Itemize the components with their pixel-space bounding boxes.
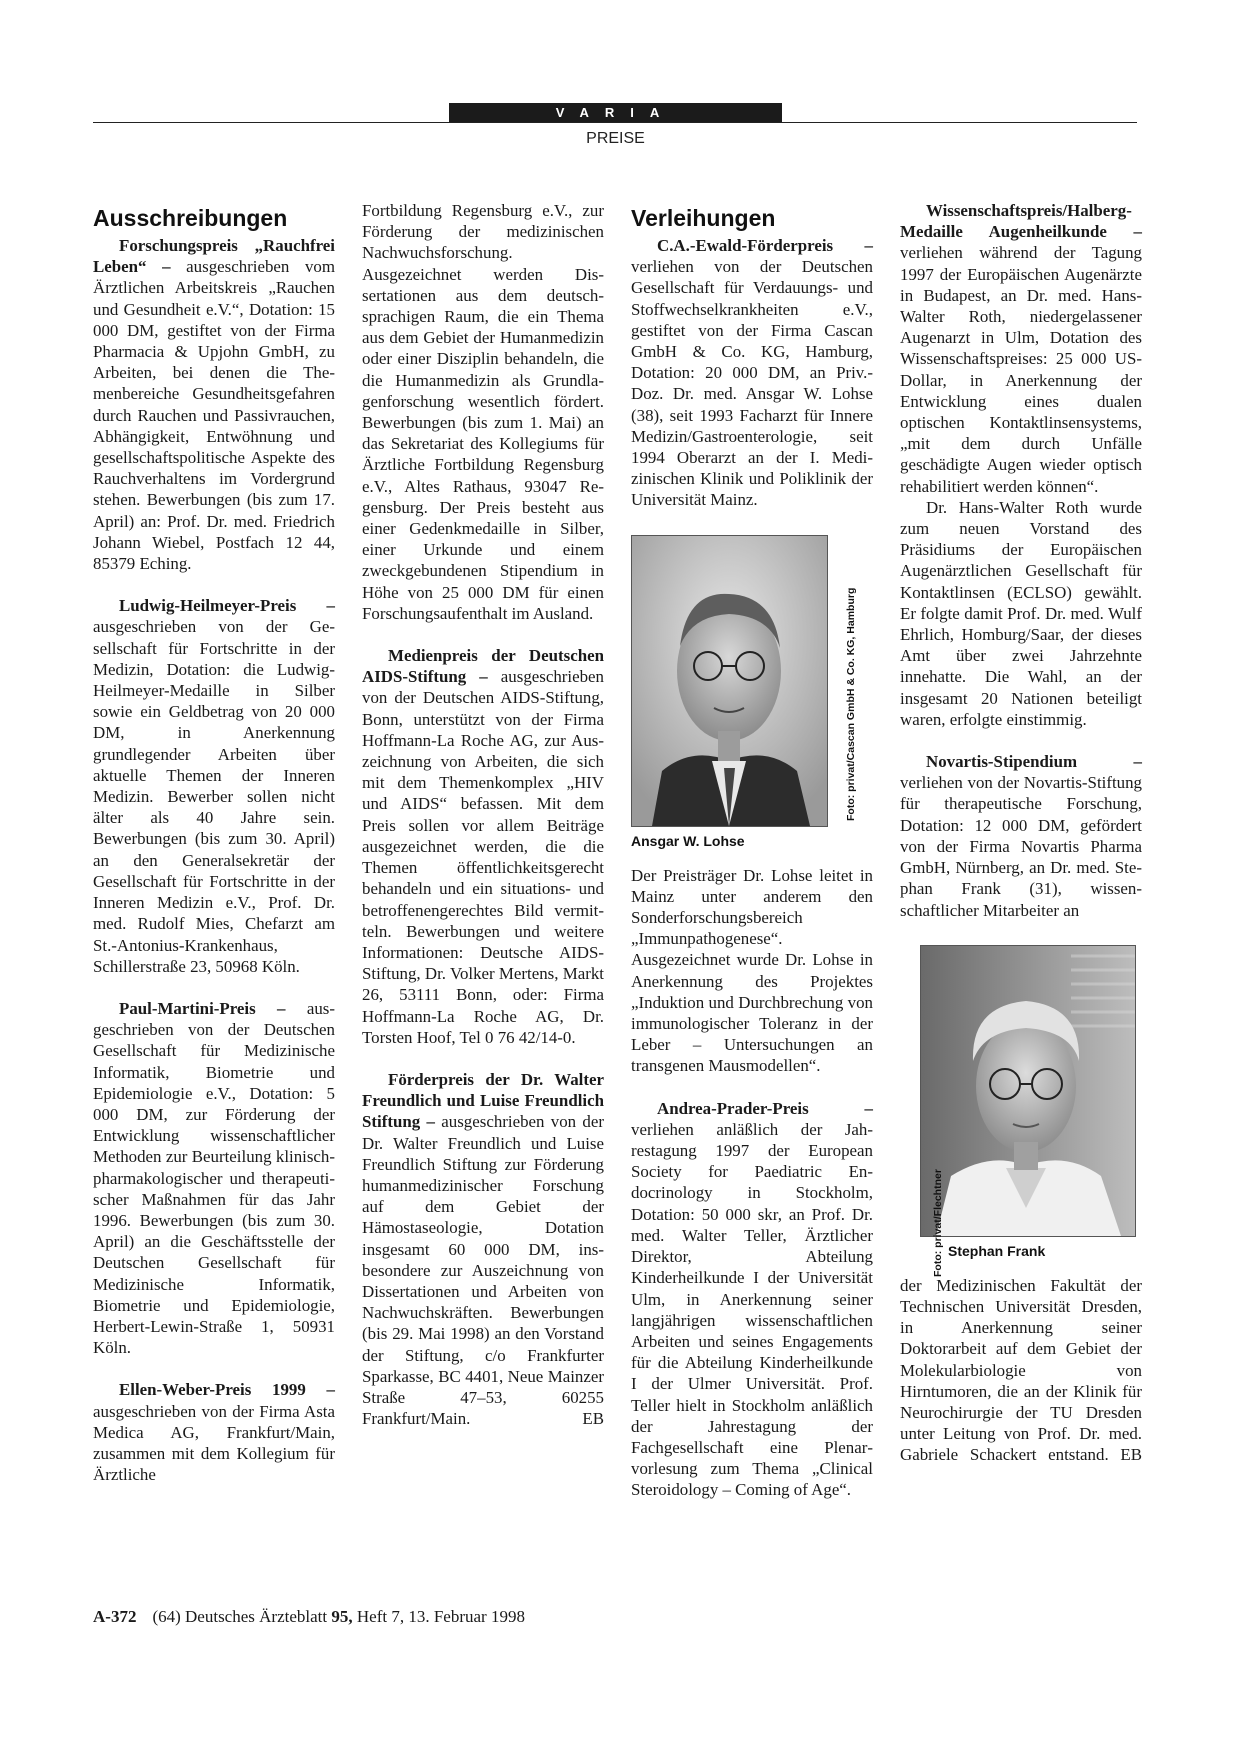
author-sign: EB: [1120, 1445, 1142, 1465]
article-head: Ludwig-Heilmeyer-Preis –: [119, 596, 335, 616]
photo-caption: Ansgar W. Lohse: [631, 832, 745, 849]
article-paul-martini: [93, 998, 335, 1358]
article-text: ausgeschrieben von der Deutschen Gesellschaft für Medizinische Informatik, Biometrie und Epidemiologie e.V., Dotation: 5 000 DM, zur Förderung der Entwicklung wissenschaftlicher Methoden zur Beurteilung klinisch-pharmakologischer und therapeutischer Maßnahmen für das Jahr 1996. Bewerbungen (bis zum 30. April) an die Geschäftsstelle der Deutschen Gesellschaft für Medizinische Informatik, Biometrie und Epidemiologie, Herbert-Lewin-Straße 1, 50931 Köln.: [93, 998, 335, 1358]
article-text: ausgeschrieben von der Firma Asta Medica AG, Frankfurt/Main, zusammen mit dem Kollegium für Ärztliche: [93, 1401, 335, 1485]
article-prader: [631, 1098, 873, 1501]
photo-lohse: [631, 535, 873, 851]
article-head: C.A.-Ewald-Förderpreis –: [657, 236, 873, 255]
photo-credit: Foto: privat/Flechtner: [932, 1168, 944, 1277]
column-1: [93, 200, 335, 1485]
photo-caption: Stephan Frank: [948, 1242, 1046, 1259]
subsection-label: PREISE: [586, 130, 645, 147]
page-footer: [93, 1606, 525, 1628]
header-rule: [93, 122, 1137, 123]
article-heilmeyer: [93, 595, 335, 977]
article-text: ausgeschrieben von der Deutschen AIDS-Stiftung, Bonn, unterstützt von der Firma Hoffmann-La Roche AG, zur Auszeichnung von Arbeiten, die sich mit dem Themenkomplex „HIV und AIDS“ befassen. Mit dem Preis sollen vor allem Beiträge ausgezeichnet werden, die die Themen öffentlichkeitsgerecht behandeln und ein situations- und betroffenengerechtes Bild vermitteln. Bewerbungen und weitere Informationen: Deutsche AIDS-Stiftung, Dr. Volker Mertens, Markt 26, 53111 Bonn, oder: Firma Hoffmann-La Roche AG, Dr. Torsten Hoof, Tel 0 76 42/14-0.: [362, 667, 604, 1047]
article-ellen-weber: [93, 1379, 335, 1485]
article-head: Förderpreis der Dr. Walter Freundlich und Luise Freundlich Stiftung –: [362, 1069, 604, 1132]
photo-credit: Foto: privat/Cascan GmbH & Co. KG, Hamburg: [845, 587, 857, 821]
article-text: der Medizinischen Fakultät der Technischen Universität Dresden, in Anerkennung seiner Doktorarbeit auf dem Gebiet der Molekularbiologie von Hirntumoren, die an der Klinik für Neurochirurgie der TU Dresden unter Leitung von Prof. Dr. med. Gabriele Schackert entstand.: [900, 1275, 1142, 1465]
article-text: Fortbildung Regensburg e.V., zur Förderung der medizinischen Nachwuchsforschung. Ausgezeichnet werden Dissertationen aus dem deutschsprachigen Raum, die ein Thema aus dem Gebiet der Humanmedizin oder einer Disziplin behandeln, die die Humanmedizin als Grundlagenforschung wesentlich fördert. Bewerbungen (bis zum 1. Mai) an das Sekretariat des Kollegiums für Ärztliche Fortbildung Regensburg e.V., Altes Rathaus, 93047 Regensburg. Der Preis besteht aus einer Gedenkmedaille in Silber, einer Urkunde und einem zweckgebundenen Stipendium in Höhe von 25 000 DM für einen Forschungsaufenthalt im Ausland.: [362, 201, 604, 623]
column-2: [362, 200, 604, 1429]
article-head: Andrea-Prader-Preis –: [657, 1098, 873, 1118]
photo-frank: [900, 945, 1142, 1277]
article-head: Paul-Martini-Preis –: [119, 998, 286, 1018]
article-freundlich: [362, 1069, 604, 1429]
article-text: Dr. Hans-Walter Roth wurde zum neuen Vorstand des Präsidiums der Europäischen Augenärztlichen Gesellschaft für Kontaktlinsen (ECLSO) gewählt. Er folgte damit Prof. Dr. med. Wulf Ehrlich, Homburg/Saar, der dieses Amt über zwei Jahrzehnte innehatte. Die Wahl, an der insgesamt 20 Nationen beteiligt waren, erfolgte einstimmig.: [900, 497, 1142, 729]
section-label: VARIA: [449, 103, 782, 123]
article-lohse-cont: [631, 865, 873, 1077]
article-ewald: [631, 235, 873, 511]
article-roth-cont: [900, 497, 1142, 730]
article-head: Wissenschaftspreis/Halberg-Medaille Augenheilkunde –: [900, 201, 1142, 242]
portrait-frank: [920, 945, 1136, 1237]
citation-post: Heft 7, 13. Februar 1998: [352, 1607, 525, 1626]
article-head: Forschungspreis „Rauchfrei Leben“ –: [93, 236, 335, 277]
article-text: ausgeschrieben vom Ärztlichen Arbeitskreis „Rauchen und Gesundheit e.V.“, Dotation: 15 000 DM, gestiftet von der Firma Pharmacia & Upjohn GmbH, zu Arbeiten, bei denen die Themenbereiche Gesundheitsgefahren durch Rauchen und Passivrauchen, Abhängigkeit, Entwöhnung und gesellschaftspolitische Aspekte des Rauchverhaltens im Vordergrund stehen. Bewerbungen (bis zum 17. April) an: Prof. Dr. med. Friedrich Johann Wiebel, Postfach 12 44, 85379 Eching.: [93, 257, 335, 574]
article-text: ausgeschrieben von der Gesellschaft für Fortschritte in der Medizin, Dotation: die Ludwig-Heilmeyer-Medaille in Silber sowie ein Geldbetrag von 20 000 DM, in Anerkennung grundlegender Arbeiten über aktuelle Themen der Inneren Medizin. Bewerber sollen nicht älter als 40 Jahre sein. Bewerbungen (bis zum 30. April) an den Generalsekretär der Gesellschaft für Fortschritte in der Inneren Medizin e.V., Prof. Dr. med. Rudolf Mies, Chefarzt am St.-Antonius-Krankenhaus, Schillerstraße 23, 50968 Köln.: [93, 617, 335, 976]
portrait-image: [921, 946, 1135, 1236]
article-text: verliehen von der Deutschen Gesellschaft für Verdauungs- und Stoffwechselkrankheiten e.V., gestiftet von der Firma Cascan GmbH & Co. KG, Hamburg, Dotation: 20 000 DM, an Priv.-Doz. Dr. med. Ansgar W. Lohse (38), seit 1993 Facharzt für Innere Medizin/Gastroenterologie, seit 1994 Oberarzt an der I. Medizinischen Klinik und Poliklinik der Universität Mainz.: [631, 257, 873, 510]
citation-pre: (64) Deutsches Ärzteblatt: [152, 1607, 332, 1626]
article-halberg: [900, 200, 1142, 497]
column-3: [631, 200, 873, 1501]
article-rauchfrei-leben: [93, 235, 335, 574]
article-frank-cont: [900, 1275, 1142, 1466]
column-4: [900, 200, 1142, 1466]
article-head: Ellen-Weber-Preis 1999 –: [119, 1380, 335, 1400]
article-head: Novartis-Stipendium –: [926, 752, 1142, 772]
heading-verleihungen: Verleihungen: [631, 205, 776, 231]
article-text: verliehen anläßlich der Jahrestagung 1997 der European Society for Paediatric Endocrinology in Stockholm, Dotation: 50 000 skr, an Prof. Dr. med. Walter Teller, Ärztlicher Direktor, Abteilung Kinderheilkunde I der Universität Ulm, in Anerkennung seiner langjährigen wissenschaftlichen Arbeiten und seines Engagements für die Abteilung Kinderheilkunde I der Ulmer Universität. Prof. Teller hielt in Stockholm anläßlich der Jahrestagung der Fachgesellschaft eine Plenarvorlesung zum Thema „Clinical Steroidology – Coming of Age“.: [631, 1119, 873, 1500]
page-number: A-372: [93, 1607, 137, 1626]
citation-volume: 95,: [331, 1607, 353, 1626]
article-novartis: [900, 751, 1142, 921]
article-text: Der Preisträger Dr. Lohse leitet in Mainz unter anderem den Sonderforschungsbereich „Immunpathogenese“. Ausgezeichnet wurde Dr. Lohse in Anerkennung des Projektes „Induktion und Durchbrechung von immunologischer Toleranz in der Leber – Untersuchungen an transgenen Mausmodellen“.: [631, 865, 873, 1076]
article-text: verliehen von der Novartis-Stiftung für therapeutische Forschung, Dotation: 12 000 DM, gefördert von der Firma Novartis Pharma GmbH, Nürnberg, an Dr. med. Stephan Frank (31), wissenschaftlicher Mitarbeiter an: [900, 773, 1142, 920]
author-sign: EB: [582, 1409, 604, 1429]
portrait-lohse: [631, 535, 828, 827]
article-aids-medienpreis: [362, 645, 604, 1048]
article-ellen-weber-cont: [362, 200, 604, 624]
heading-ausschreibungen: Ausschreibungen: [93, 205, 288, 231]
article-text: verliehen während der Tagung 1997 der Europäischen Augenärzte in Budapest, an Dr. med. Hans-Walter Roth, niedergelassener Augenarzt in Ulm, Dotation des Wissenschaftspreises: 25 000 US-Dollar, in Anerkennung der Entwicklung eines dualen optischen Kontaktlinsensystems, „mit dem durch Unfälle geschädigte Augen wieder optisch rehabilitiert werden können“.: [900, 243, 1142, 496]
article-head: Medienpreis der Deutschen AIDS-Stiftung –: [362, 646, 604, 687]
portrait-image: [632, 536, 827, 826]
article-text: ausgeschrieben von der Dr. Walter Freundlich und Luise Freundlich Stiftung zur Förderung humanmedizinischer Forschung auf dem Gebiet der Hämostaseologie, Dotation insgesamt 60 000 DM, insbesondere zur Auszeichnung von Dissertationen und Arbeiten von Nachwuchskräften. Bewerbungen (bis 29. Mai 1998) an den Vorstand der Stiftung, c/o Frankfurter Sparkasse, BC 4401, Neue Mainzer Straße 47–53, 60255 Frankfurt/Main.: [362, 1112, 604, 1429]
